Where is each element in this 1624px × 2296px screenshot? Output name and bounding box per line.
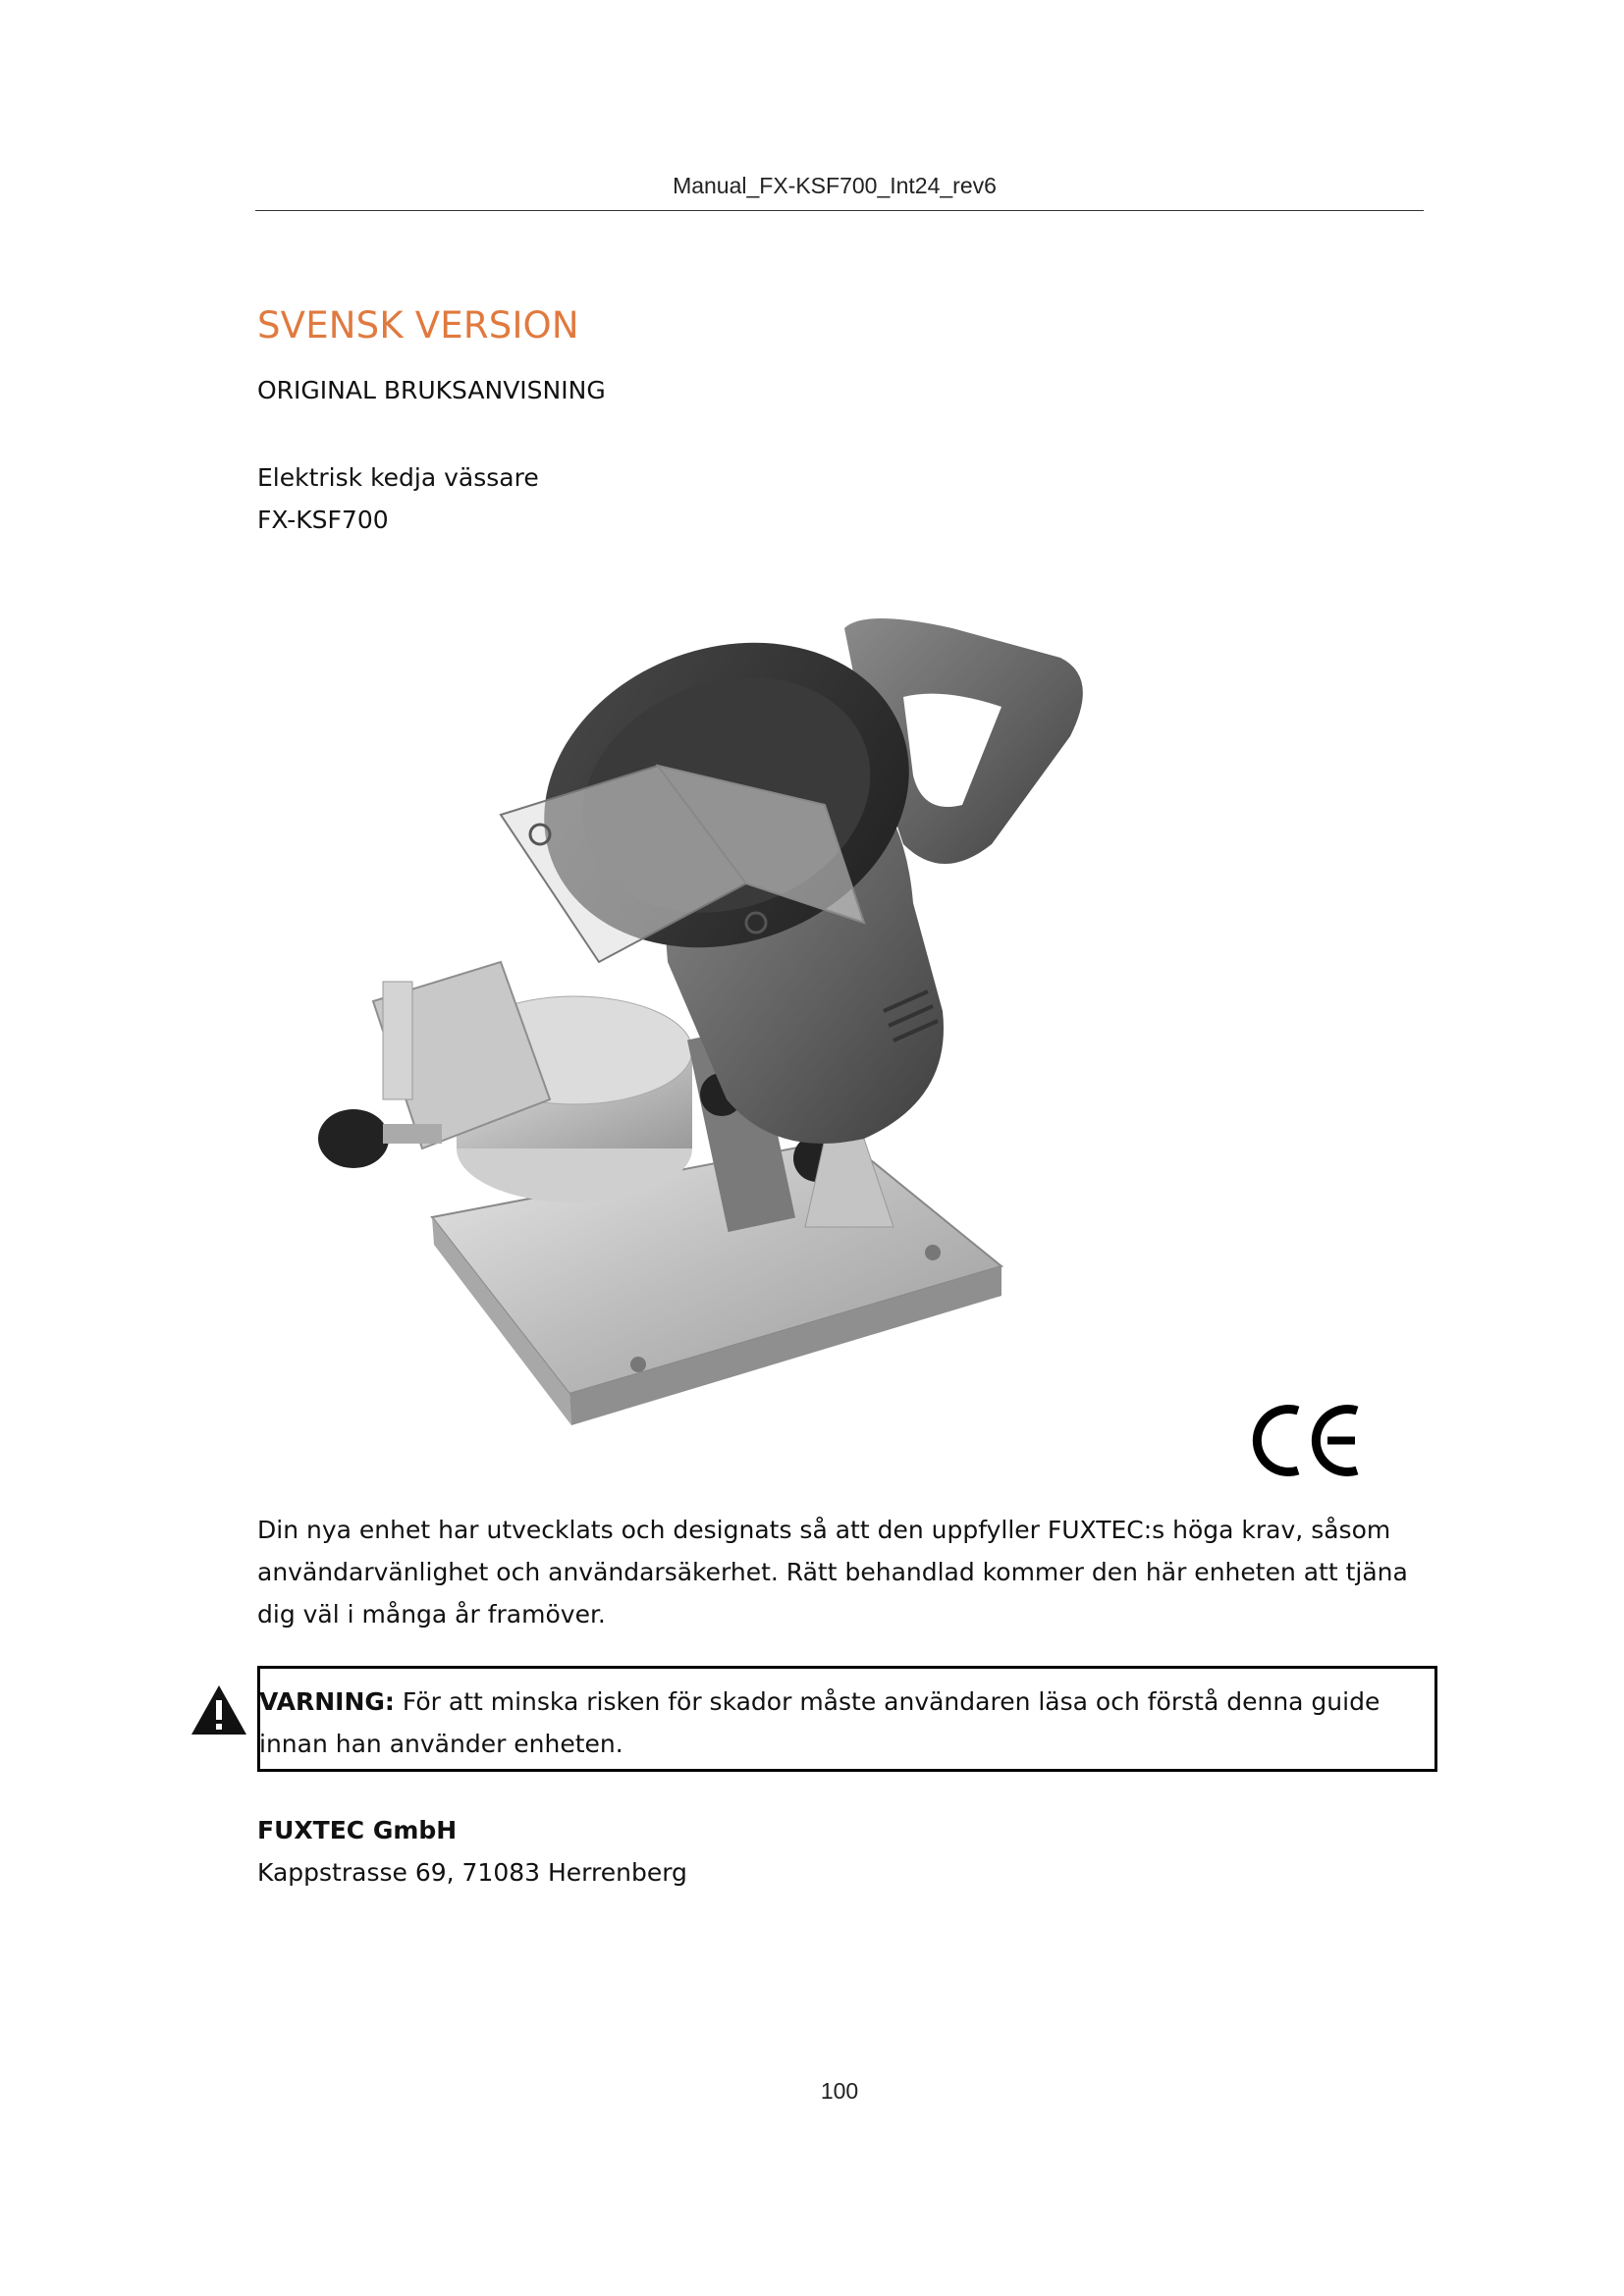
warning-message: För att minska risken för skador måste användaren läsa och förstå denna guide innan han använder enheten. [259, 1687, 1380, 1758]
warning-label: VARNING: [259, 1687, 395, 1716]
chain-sharpener-image [314, 589, 1159, 1433]
product-name: Elektrisk kedja vässare [257, 463, 539, 492]
intro-paragraph: Din nya enhet har utvecklats och designats så att den uppfyller FUXTEC:s höga krav, såsom användarvänlighet och användarsäkerhet. Rätt behandlad kommer den här enheten att tjäna dig väl i många år framöver. [257, 1516, 1408, 1629]
product-model: FX-KSF700 [257, 506, 389, 534]
header-rule [255, 210, 1424, 211]
section-title: SVENSK VERSION [257, 304, 579, 347]
warning-text [259, 1681, 1428, 1765]
document-subtitle: ORIGINAL BRUKSANVISNING [257, 376, 606, 404]
company-address: Kappstrasse 69, 71083 Herrenberg [257, 1858, 687, 1887]
ce-mark-icon [1247, 1399, 1365, 1482]
warning-triangle-icon [189, 1683, 248, 1736]
running-header: Manual_FX-KSF700_Int24_rev6 [673, 173, 997, 198]
company-name: FUXTEC GmbH [257, 1816, 458, 1844]
page-number: 100 [820, 2078, 859, 2104]
